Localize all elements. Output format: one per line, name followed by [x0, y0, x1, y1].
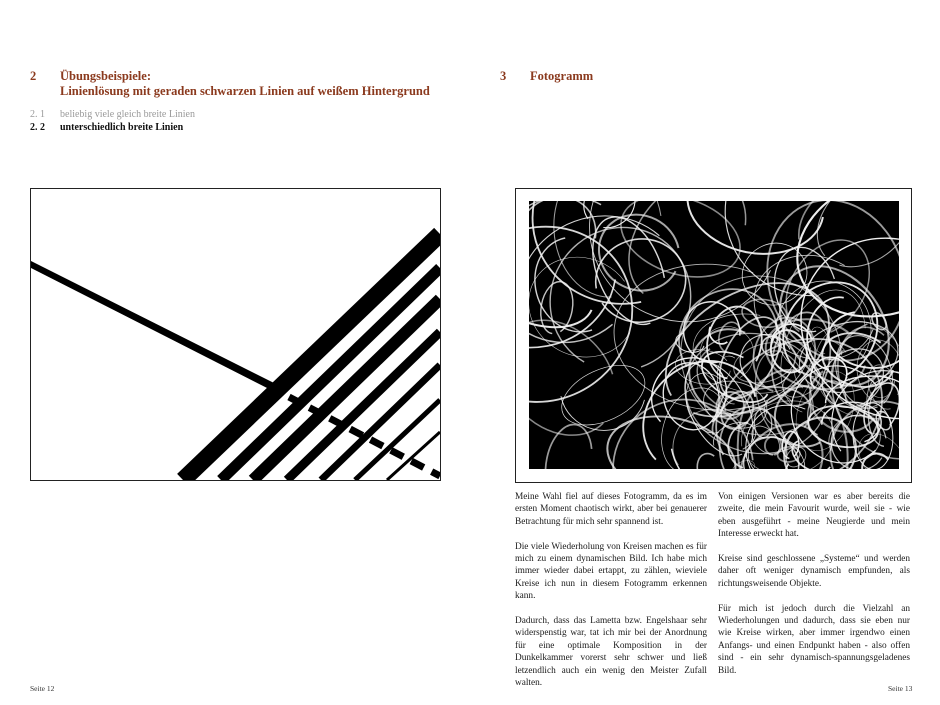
line-composition-figure: [30, 188, 441, 481]
page-number-right: Seite 13: [888, 684, 913, 693]
photogram-loop: [732, 326, 801, 394]
section-2-title: [60, 69, 460, 99]
photogram-circles: [529, 201, 899, 469]
photogram-loop: [792, 201, 899, 303]
paragraph: Meine Wahl fiel auf dieses Fotogramm, da es im ersten Moment chaotisch wirkt, aber bei genauerer Betrachtung für mich sehr spannend ist.: [515, 492, 707, 527]
paragraph: Von einigen Versionen war es aber bereits die zweite, die mein Favourit wurde, weil sie - wie eben ausgeführt - meine Neugierde und mein Interesse erweckt hat.: [718, 492, 910, 540]
photogram-loop: [529, 239, 652, 376]
section-2-title-line2: Linienlösung mit geraden schwarzen Linien auf weißem Hintergrund: [60, 84, 430, 98]
paragraph: Die viele Wiederholung von Kreisen machen es für mich zu einem dynamischen Bild. Ich habe mich immer wieder dabei ertappt, zu zählen, wieviele Kreise ich nun in diesem Fotogramm erkennen kann.: [515, 541, 707, 602]
subsection-2-1-label: beliebig viele gleich breite Linien: [60, 109, 195, 120]
paragraph: Kreise sind geschlossene „Systeme“ und werden daher oft weniger dynamisch empfunden, als richtungsweisende Objekte.: [718, 554, 910, 589]
section-2-title-line1: Übungsbeispiele:: [60, 69, 151, 83]
text-column-right: [718, 491, 910, 689]
photogram-figure: [515, 188, 912, 483]
subsection-2-1-number: 2. 1: [30, 109, 45, 120]
photogram-loop: [657, 358, 725, 435]
subsection-2-2-label: unterschiedlich breite Linien: [60, 122, 184, 133]
photogram-loop: [529, 201, 706, 396]
line-composition-graphic: [31, 189, 440, 480]
photogram-loop: [716, 320, 744, 355]
paragraph: Dadurch, dass das Lametta bzw. Engelshaar sehr widerspenstig war, tat ich mir bei der Anordnung für eine optimale Komposition in der Dunkelkammer vorerst sehr schwer und ließ letzendlich auch ein wenig den Meister Zufall walten.: [515, 616, 707, 689]
section-3-title: Fotogramm: [530, 69, 594, 83]
text-column-left: [515, 491, 707, 702]
subsection-2-2-number: 2. 2: [30, 122, 45, 133]
section-2-number: 2: [30, 69, 37, 83]
photogram-loop: [589, 232, 692, 329]
photogram-loop: [539, 420, 598, 469]
photogram-image: [529, 201, 899, 469]
page-number-left: Seite 12: [30, 684, 55, 693]
section-3-number: 3: [500, 69, 507, 83]
photogram-loop: [684, 331, 785, 427]
paragraph: Für mich ist jedoch durch die Vielzahl an Wiederholungen und dadurch, dass sie eben nur wie Kreise wirken, aber immer irgendwo einen Anfangs- und einen Endpunkt haben - also offen sind - ein sehr dynamisch-spannungsgeladenes Bild.: [718, 603, 910, 676]
photogram-loop: [552, 353, 654, 437]
